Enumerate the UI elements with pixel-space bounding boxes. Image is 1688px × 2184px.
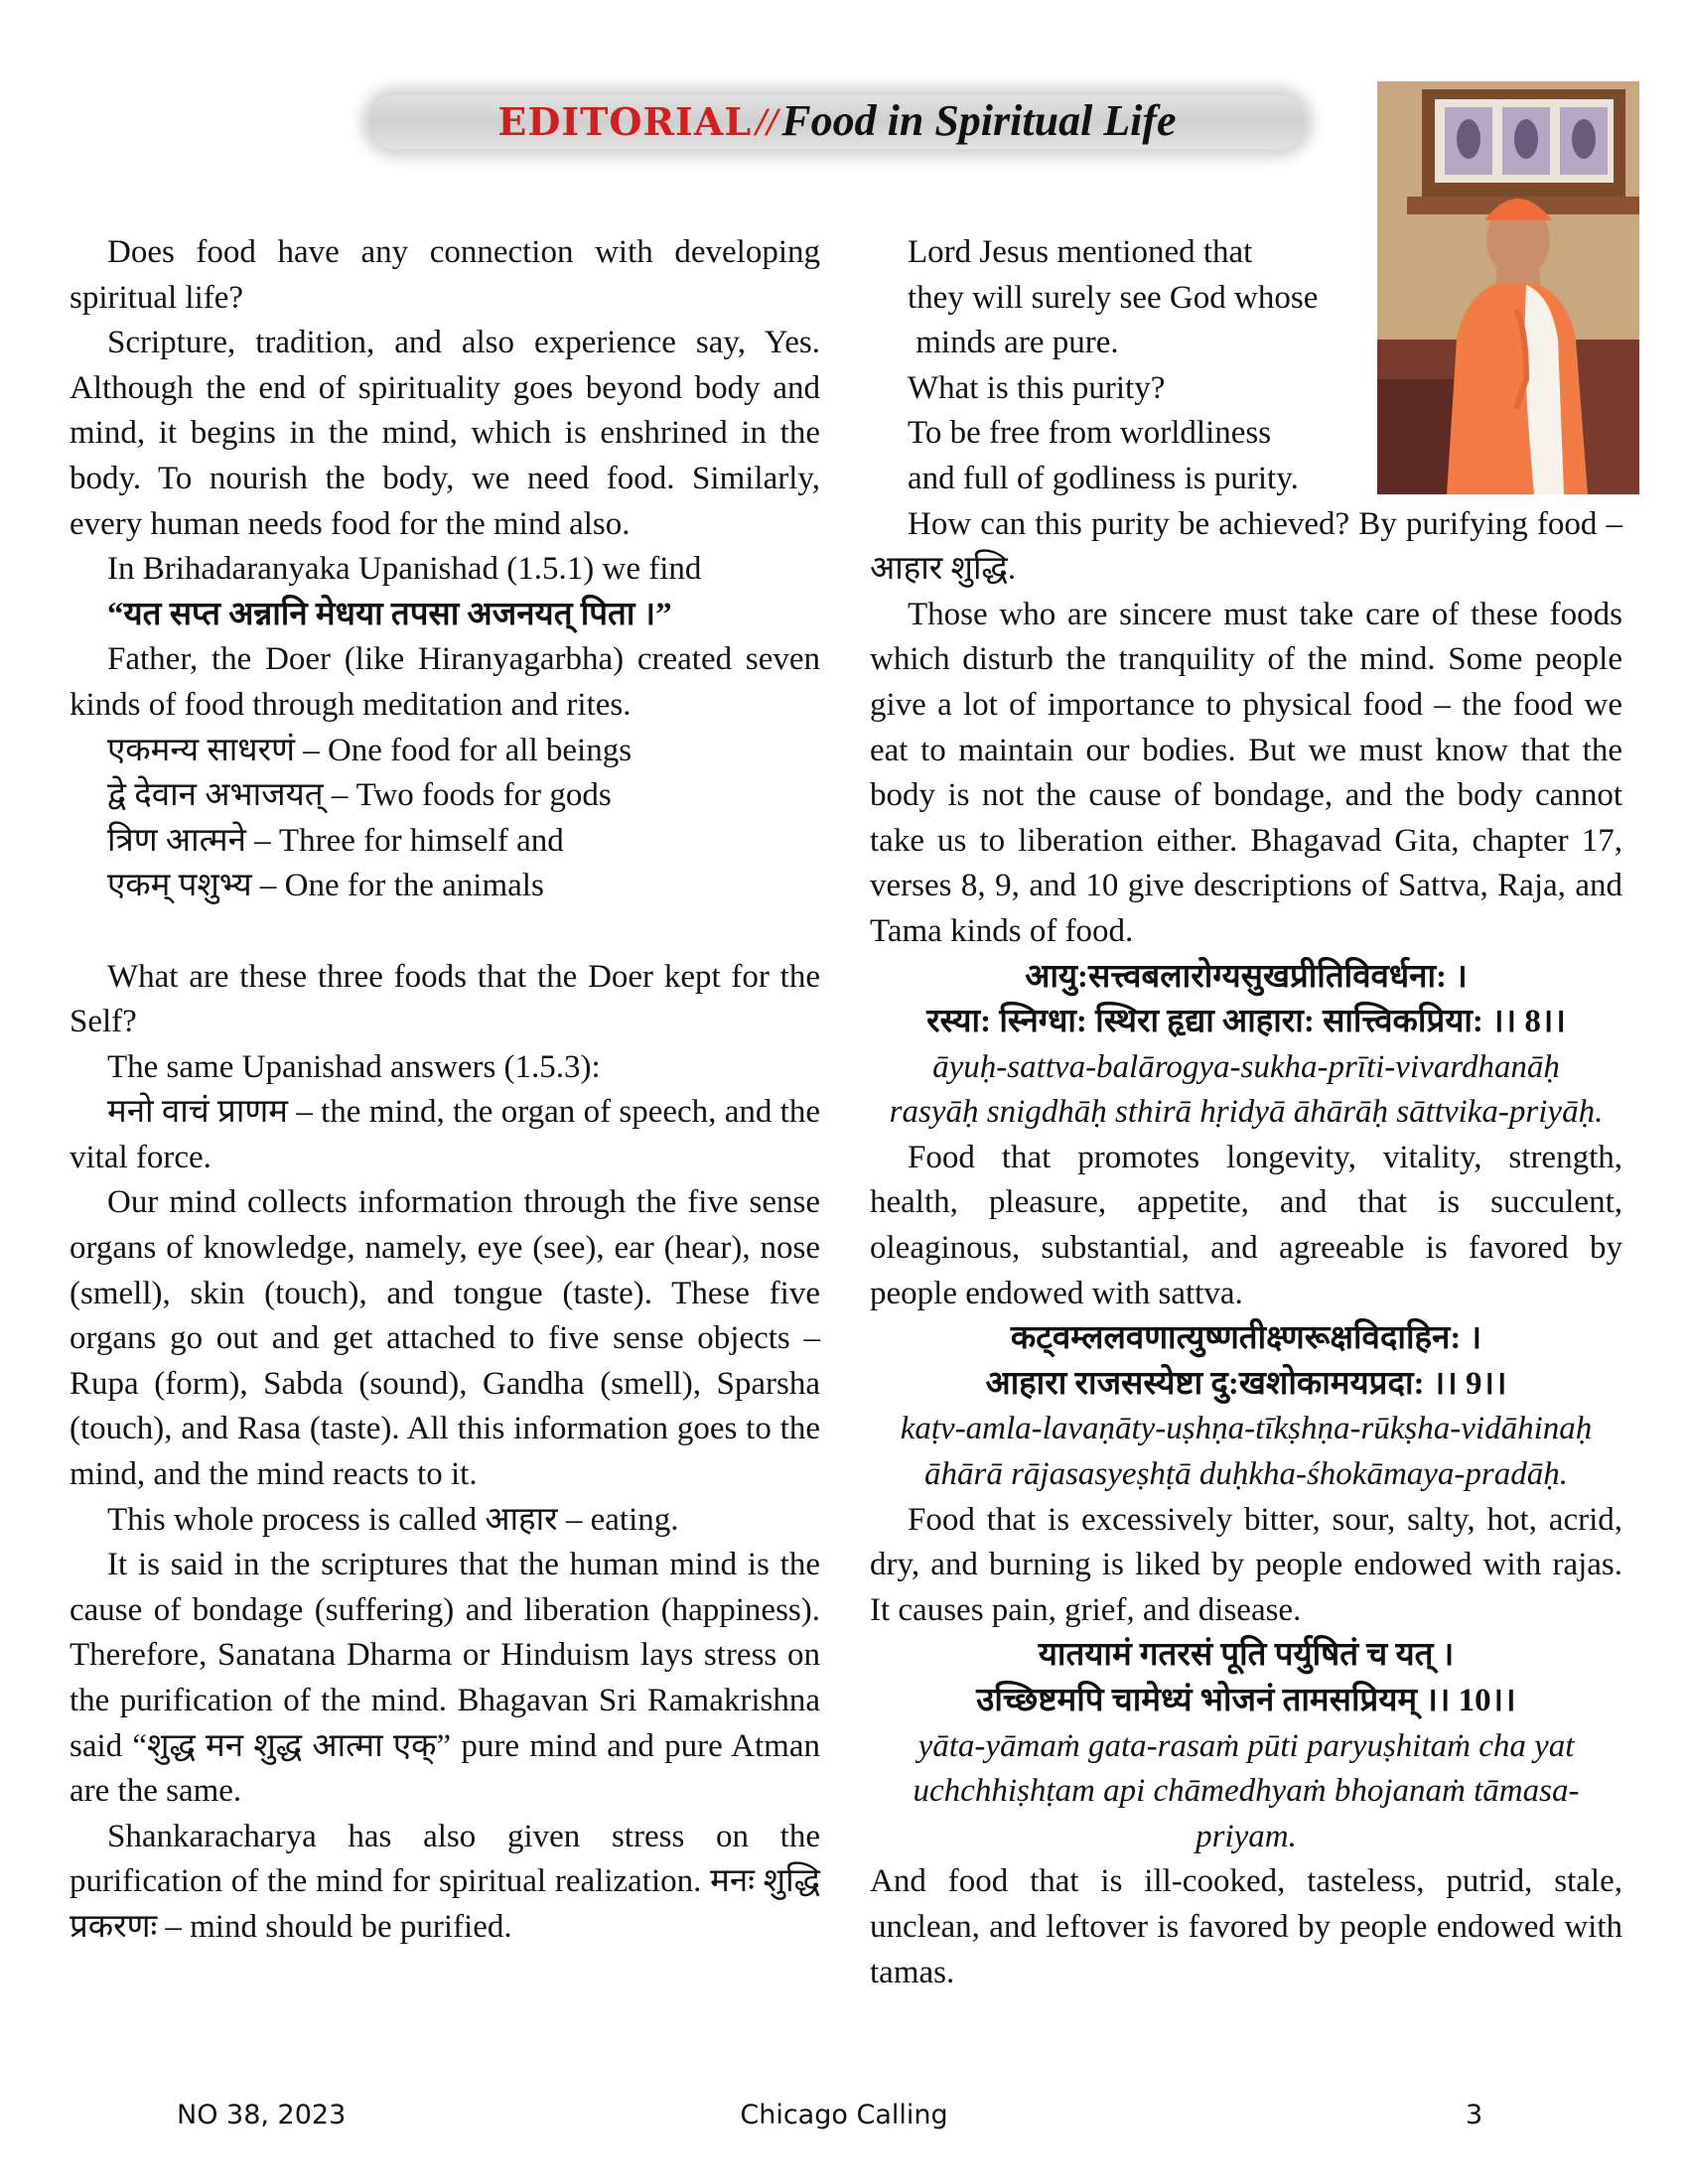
text-line: and full of godliness is purity. — [908, 460, 1299, 496]
verse-transliteration: uchchhiṣhṭam api chāmedhyaṁ bhojanaṁ tāmasa- — [913, 1773, 1580, 1810]
text-line: What is this purity? — [908, 369, 1166, 406]
paragraph: In Brihadaranyaka Upanishad (1.5.1) we find — [107, 551, 702, 588]
list-item: त्रिण आत्मने – Three for himself and — [107, 822, 564, 859]
paragraph: It is said in the scriptures that the human mind is the cause of bondage (suffering) and liberation (happiness). Therefore, Sanatana Dharma or Hinduism lays stress on the purification of the mind. Bhagavan Sri Ramakrishna said “शुद्ध मन शुद्ध आत्मा एक्” pure mind and pure Atman are the same. — [70, 1547, 820, 1810]
beside-photo-text — [870, 230, 1622, 502]
verse-transliteration: rasyāḥ snigdhāḥ sthirā hṛidyā āhārāḥ sāttvika-priyāḥ. — [889, 1094, 1604, 1131]
paragraph: This whole process is called आहार – eating. — [107, 1501, 679, 1538]
list-item: द्वे देवान अभाजयत् – Two foods for gods — [107, 777, 612, 814]
paragraph: Those who are sincere must take care of these foods which disturb the tranquility of the mind. Some people give a lot of importance to physical food – the food we eat to maintain our bodies. But we must know that the body is not the cause of bondage, and the body cannot take us to liberation either. Bhagavad Gita, chapter 17, verses 8, 9, and 10 give descriptions of Sattva, Raja, and Tama kinds of food. — [870, 596, 1622, 949]
paragraph: How can this purity be achieved? By purifying food – आहार शुद्धि. — [870, 505, 1622, 588]
paragraph: Scripture, tradition, and also experience say, Yes. Although the end of spirituality goes beyond body and mind, it begins in the mind, which is enshrined in the body. To nourish the body, we need food. Similarly, every human needs food for the mind also. — [70, 325, 820, 542]
text-line: minds are pure. — [908, 325, 1119, 361]
text-line: Lord Jesus mentioned that — [908, 234, 1253, 270]
verse-sanskrit: रस्या: स्निग्धा: स्थिरा हृद्या आहारा: सात्त्विकप्रिया: ।। 8।। — [926, 1004, 1566, 1040]
editorial-title — [369, 91, 1305, 151]
verse-transliteration: āyuḥ-sattva-balārogya-sukha-prīti-vivardhanāḥ — [932, 1048, 1560, 1085]
paragraph: Food that is excessively bitter, sour, salty, hot, acrid, dry, and burning is liked by people endowed with rajas. It causes pain, grief, and disease. — [870, 1501, 1622, 1628]
verse-sanskrit: आहारा राजसस्येष्टा दु:खशोकामयप्रदा: ।। 9।। — [985, 1365, 1507, 1402]
list-item: एकमन्य साधरणं – One food for all beings — [107, 732, 633, 768]
paragraph: Our mind collects information through the five sense organs of knowledge, namely, eye (see), ear (hear), nose (smell), skin (touch), and tongue (taste). These five organs go out and get attached to five sense objects – Rupa (form), Sabda (sound), Gandha (smell), Sparsha (touch), and Rasa (taste). All this information goes to the mind, and the mind reacts to it. — [70, 1184, 820, 1493]
article-title: Food in Spiritual Life — [781, 96, 1177, 145]
paragraph: And food that is ill-cooked, tasteless, putrid, stale, unclean, and leftover is favored by people endowed with tamas. — [870, 1863, 1622, 1990]
editorial-tag: EDITORIAL — [497, 99, 753, 144]
paragraph: Father, the Doer (like Hiranyagarbha) created seven kinds of food through meditation and rites. — [70, 641, 820, 723]
spacer — [70, 909, 820, 955]
paragraph: मनो वाचं प्राणम – the mind, the organ of speech, and the vital force. — [70, 1094, 820, 1175]
verse-sanskrit: कट्वम्ललवणात्युष्णतीक्ष्णरूक्षविदाहिन: । — [1010, 1320, 1482, 1357]
footer-page-number: 3 — [1466, 2100, 1483, 2130]
footer-publication: Chicago Calling — [740, 2100, 948, 2130]
paragraph: What are these three foods that the Doer kept for the Self? — [70, 958, 820, 1040]
left-column — [70, 230, 820, 1951]
paragraph: Shankaracharya has also given stress on the purification of the mind for spiritual realization. मनः शुद्धि प्रकरणः – mind should be purified. — [70, 1818, 820, 1945]
sanskrit-quote: “यत सप्त अन्नानि मेधया तपसा अजनयत् पिता ।” — [107, 596, 672, 632]
paragraph: The same Upanishad answers (1.5.3): — [107, 1048, 601, 1085]
title-separator: // — [756, 99, 778, 144]
paragraph: Does food have any connection with developing spiritual life? — [70, 234, 820, 316]
verse-sanskrit: उच्छिष्टमपि चामेध्यं भोजनं तामसप्रियम् ।। 10।। — [976, 1683, 1516, 1718]
verse-sanskrit: यातयामं गतरसं पूति पर्युषितं च यत् । — [1038, 1637, 1455, 1674]
text-line: they will surely see God whose — [908, 279, 1319, 316]
footer-issue: NO 38, 2023 — [177, 2100, 347, 2130]
verse-transliteration: āhārā rājasasyeṣhṭā duḥkha-śhokāmaya-pradāḥ. — [923, 1456, 1569, 1493]
right-column — [870, 230, 1622, 1995]
verse-transliteration: yāta-yāmaṁ gata-rasaṁ pūti paryuṣhitaṁ cha yat — [917, 1727, 1575, 1764]
verse-sanskrit: आयु:सत्त्वबलारोग्यसुखप्रीतिविवर्धना: । — [1025, 958, 1468, 995]
paragraph: Food that promotes longevity, vitality, strength, health, pleasure, appetite, and that is succulent, oleaginous, substantial, and agreeable is favored by people endowed with sattva. — [870, 1139, 1622, 1311]
list-item: एकम् पशुभ्य – One for the animals — [107, 868, 544, 904]
verse-transliteration: priyam. — [1196, 1818, 1297, 1854]
verse-transliteration: kaṭv-amla-lavaṇāty-uṣhṇa-tīkṣhṇa-rūkṣha-vidāhinaḥ — [900, 1411, 1593, 1447]
text-line: To be free from worldliness — [908, 415, 1272, 452]
